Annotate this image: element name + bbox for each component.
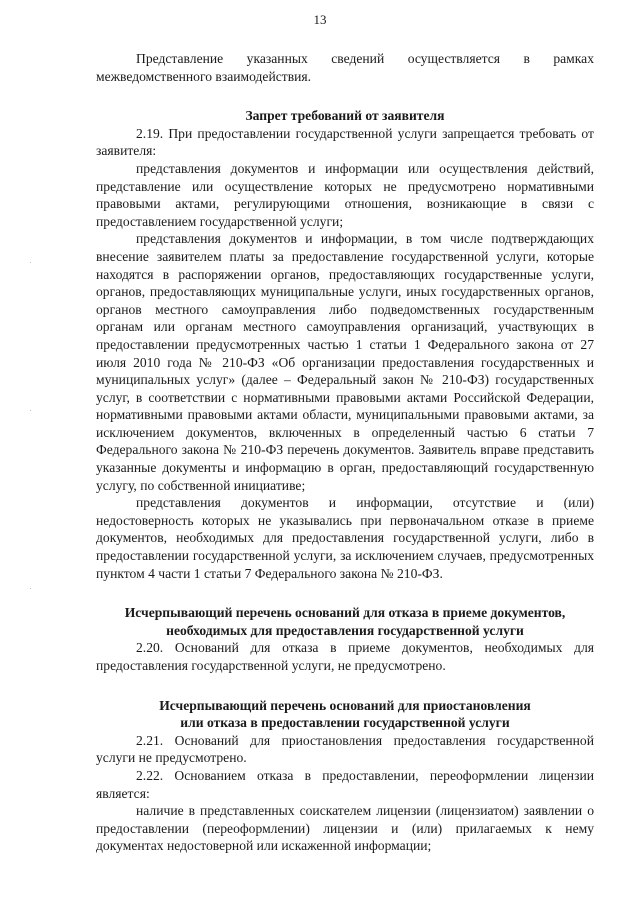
document-body xyxy=(96,50,594,855)
heading-line: Исчерпывающий перечень оснований для отказа в приеме документов, xyxy=(124,605,566,621)
heading-line: необходимых для предоставления государственной услуги xyxy=(166,622,524,638)
scan-mark xyxy=(30,262,31,263)
paragraph-2-21: 2.21. Оснований для приостановления предоставления государственной услуги не предусмотрено. xyxy=(96,732,594,766)
paragraph-interagency: Представление указанных сведений осуществляется в рамках межведомственного взаимодействия. xyxy=(96,51,594,84)
paragraph-list-item: представления документов и информации, в том числе подтверждающих внесение заявителем платы за предоставление государственной услуги, которые находятся в распоряжении органов, предоставляющих государственные услуги, органов, предоставляющих муниципальные услуги, иных государственных органов, органов местного самоуправления либо подведомственных государственным органам или органам местного самоуправления организаций, участвующих в предоставлении предусмотренных частью 1 статьи 1 Федерального закона от 27 июля 2010 года № 210-ФЗ «Об организации предоставления государственных и муниципальных услуг» (далее – Федеральный закон № 210-ФЗ) государственных услуг, в соответствии с нормативными правовыми актами Российской Федерации, нормативными правовыми актами области, муниципальными правовыми актами, за исключением документов, включенных в определенный частью 6 статьи 7 Федерального закона № 210-ФЗ перечень документов. Заявитель вправе представить указанные документы и информацию в орган, предоставляющий государственную услугу, по собственной инициативе; xyxy=(96,231,594,493)
scan-mark xyxy=(30,588,31,589)
heading-refusal-acceptance xyxy=(96,604,594,639)
scan-mark xyxy=(30,410,31,411)
heading-suspension-refusal xyxy=(96,697,594,732)
paragraph-list-item: наличие в представленных соискателем лицензии (лицензиатом) заявлении о предоставлении (переоформлении) лицензии и (или) прилагаемых к нему документах недостоверной или искаженной информации; xyxy=(96,803,594,854)
paragraph-2-19: 2.19. При предоставлении государственной услуги запрещается требовать от заявителя: xyxy=(96,125,594,159)
paragraph-2-20: 2.20. Оснований для отказа в приеме документов, необходимых для предоставления государственной услуги, не предусмотрено. xyxy=(96,640,594,673)
page-number: 13 xyxy=(313,12,327,27)
heading-line: или отказа в предоставлении государственной услуги xyxy=(180,715,510,731)
heading-line: Исчерпывающий перечень оснований для приостановления xyxy=(159,697,531,713)
paragraph-2-22: 2.22. Основанием отказа в предоставлении, переоформлении лицензии является: xyxy=(96,767,594,801)
heading-prohibition: Запрет требований от заявителя xyxy=(245,108,445,124)
paragraph-list-item: представления документов и информации или осуществления действий, представление или осуществление которых не предусмотрено нормативными правовыми актами, регулирующими отношения, возникающие в связи с предоставлением государственной услуги; xyxy=(96,160,594,229)
paragraph-list-item: представления документов и информации, отсутствие и (или) недостоверность которых не указывались при первоначальном отказе в приеме документов, необходимых для предоставления государственной услуги, либо в предоставлении государственной услуги, за исключением случаев, предусмотренных пунктом 4 части 1 статьи 7 Федерального закона № 210-ФЗ. xyxy=(96,495,594,581)
